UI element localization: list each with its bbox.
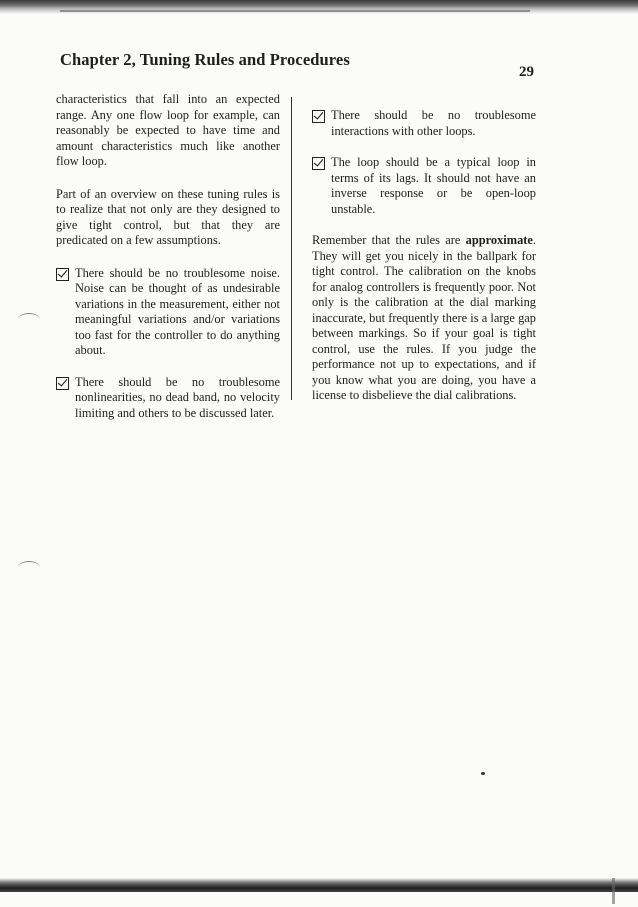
scan-speck xyxy=(481,772,485,775)
closing-emphasis: approximate xyxy=(465,233,533,247)
binder-mark-lower xyxy=(18,561,40,574)
scan-edge-bottom xyxy=(0,878,638,892)
binder-mark-upper xyxy=(18,313,40,326)
intro-paragraph: characteristics that fall into an expected range. Any one flow loop for example, can reasonably be expected to have time and amount characteristics much like another flow loop. xyxy=(56,92,280,168)
checked-box-icon xyxy=(312,110,325,123)
assumption-text: The loop should be a typical loop in terms of its lags. It should not have an inverse response or be open-loop unstable. xyxy=(331,155,536,216)
scan-edge-mark xyxy=(612,878,615,904)
chapter-title: Chapter 2, Tuning Rules and Procedures xyxy=(60,50,350,69)
overview-paragraph: Part of an overview on these tuning rules is to realize that not only are they designed to give tight control, but that they are predicated on a few assumptions. xyxy=(56,186,280,247)
assumption-item xyxy=(56,266,280,359)
right-column xyxy=(312,108,536,421)
checked-box-icon xyxy=(56,377,69,390)
checked-box-icon xyxy=(312,157,325,170)
page-number: 29 xyxy=(519,64,534,80)
assumption-item xyxy=(56,375,280,422)
column-divider xyxy=(291,97,292,400)
checked-box-icon xyxy=(56,268,69,281)
assumption-text: There should be no troublesome interactions with other loops. xyxy=(331,108,536,138)
scan-streak-top xyxy=(60,10,530,12)
assumption-item xyxy=(312,155,536,217)
assumption-item xyxy=(312,108,536,139)
closing-paragraph xyxy=(312,233,536,404)
closing-text-end: . They will get you nicely in the ballpark for tight control. The calibration on the knobs for analog controllers is frequently poor. Not only is the calibration at the dial marking inaccurate, but frequently there is a large gap between markings. So if your goal is tight control, use the rules. If you judge the performance not up to expectations, and if you know what you are doing, you have a license to disbelieve the dial calibrations. xyxy=(312,233,536,402)
left-column xyxy=(56,92,280,437)
assumption-text: There should be no troublesome noise. Noise can be thought of as undesirable variations in the measurement, either not meaningful variations and/or variations too fast for the controller to do anything about. xyxy=(75,265,280,357)
closing-text-start: Remember that the rules are xyxy=(312,233,466,247)
assumption-text: There should be no troublesome nonlinearities, no dead band, no velocity limiting and others to be discussed later. xyxy=(75,374,280,420)
